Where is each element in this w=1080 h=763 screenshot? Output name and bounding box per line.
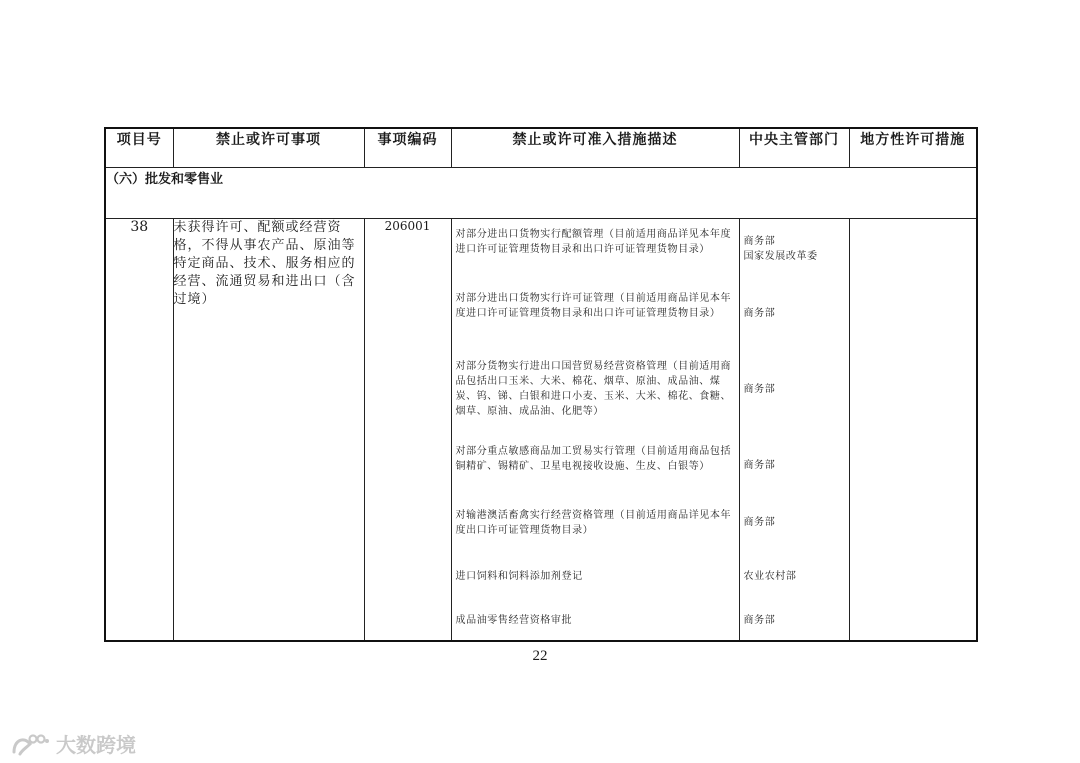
section-title: （六）批发和零售业 <box>105 168 977 219</box>
page-number: 22 <box>532 648 548 664</box>
measure-text: 成品油零售经营资格审批 <box>455 615 573 626</box>
measure-text: 对部分进出口货物实行配额管理（目前适用商品详见本年度进口许可证管理货物目录和出口许可证管理货物目录） <box>455 229 732 255</box>
logo-icon <box>10 730 50 758</box>
row-item: 未获得许可、配额或经营资格，不得从事农产品、原油等特定商品、技术、服务相应的经营、流通贸易和进出口（含过境） <box>173 219 364 642</box>
watermark <box>10 729 136 758</box>
regulation-table <box>104 127 978 642</box>
dept-text: 商务部 <box>743 517 776 528</box>
measure-text: 对部分进出口货物实行许可证管理（目前适用商品详见本年度进口许可证管理货物目录和出口许可证管理货物目录） <box>455 293 732 319</box>
row-measures <box>451 219 739 642</box>
measure-text: 对输港澳活畜禽实行经营资格管理（目前适用商品详见本年度出口许可证管理货物目录） <box>455 510 732 536</box>
table-row <box>105 219 977 642</box>
row-local-measures <box>849 219 977 642</box>
header-central-dept: 中央主管部门 <box>739 128 849 168</box>
row-number: 38 <box>105 219 173 642</box>
watermark-text: 大数跨境 <box>56 733 136 757</box>
measure-text: 对部分重点敏感商品加工贸易实行管理（目前适用商品包括铜精矿、锡精矿、卫星电视接收设施、生皮、白银等） <box>455 446 732 472</box>
header-code: 事项编码 <box>364 128 451 168</box>
measure-text: 对部分货物实行进出口国营贸易经营资格管理（目前适用商品包括出口玉米、大米、棉花、烟草、原油、成品油、煤炭、钨、锑、白银和进口小麦、玉米、大米、棉花、食糖、烟草、原油、成品油、化肥等） <box>455 361 732 417</box>
header-measures: 禁止或许可准入措施描述 <box>451 128 739 168</box>
row-central-dept <box>739 219 849 642</box>
header-row <box>105 128 977 168</box>
row-code: 206001 <box>364 219 451 642</box>
dept-text: 商务部 国家发展改革委 <box>743 236 818 262</box>
measure-text: 进口饲料和饲料添加剂登记 <box>455 571 583 582</box>
header-local-measures: 地方性许可措施 <box>849 128 977 168</box>
dept-text: 商务部 <box>743 615 776 626</box>
dept-text: 农业农村部 <box>743 571 797 582</box>
dept-text: 商务部 <box>743 460 776 471</box>
header-item: 禁止或许可事项 <box>173 128 364 168</box>
section-row <box>105 168 977 219</box>
dept-text: 商务部 <box>743 308 776 319</box>
dept-text: 商务部 <box>743 384 776 395</box>
header-item-number: 项目号 <box>105 128 173 168</box>
